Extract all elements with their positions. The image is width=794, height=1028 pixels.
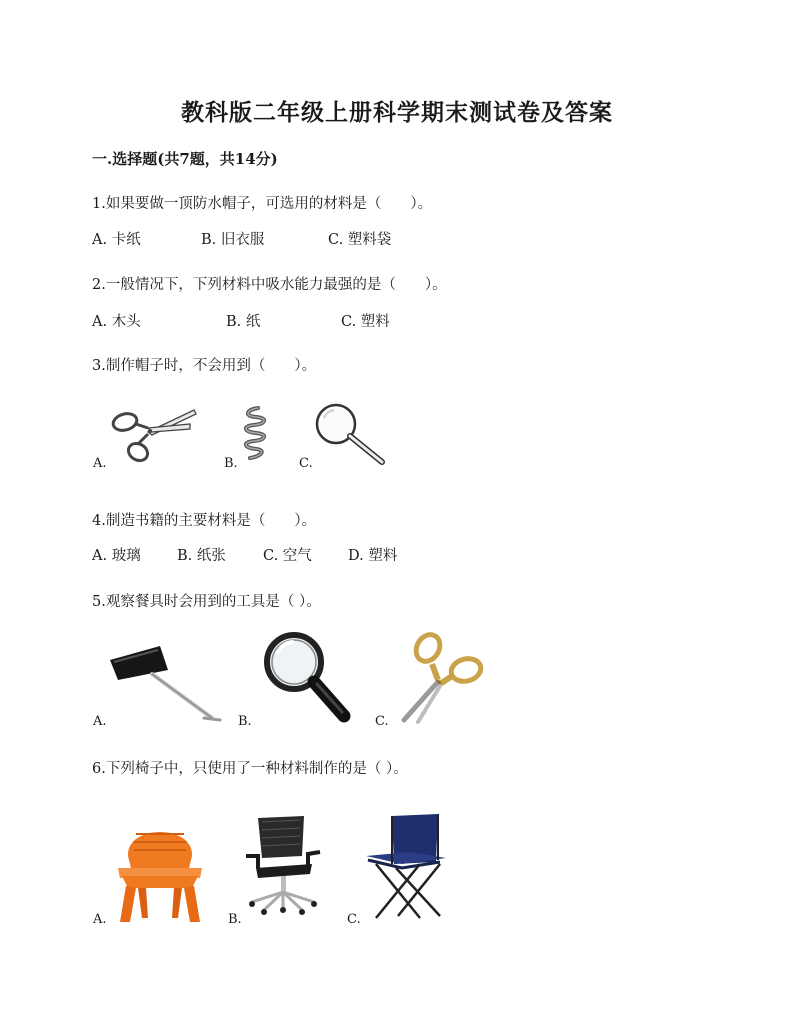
scissors-icon: [108, 402, 198, 464]
q5-label-c: C.: [375, 714, 389, 729]
q4-option-b: B. 纸张: [177, 548, 226, 564]
question-3: 3.制作帽子时，不会用到（ ）。: [92, 358, 317, 374]
q5-label-a: A.: [93, 714, 107, 729]
page-title: 教科版二年级上册科学期末测试卷及答案: [181, 99, 613, 126]
q3-label-b: B.: [224, 456, 238, 471]
q6-label-b: B.: [228, 912, 242, 927]
question-6: 6.下列椅子中，只使用了一种材料制作的是（ ）。: [92, 761, 408, 777]
question-1: 1.如果要做一顶防水帽子，可选用的材料是（ ）。: [92, 196, 433, 212]
q2-option-b: B. 纸: [226, 314, 261, 330]
q1-option-b: B. 旧衣服: [201, 232, 265, 248]
magnifier-icon: [262, 630, 352, 726]
q2-option-c: C. 塑料: [341, 314, 390, 330]
q1-option-c: C. 塑料袋: [328, 232, 392, 248]
q4-option-d: D. 塑料: [348, 548, 398, 564]
question-5: 5.观察餐具时会用到的工具是（ ）。: [92, 594, 321, 610]
spring-icon: [238, 404, 272, 462]
office-chair-icon: [244, 812, 322, 916]
q4-option-c: C. 空气: [263, 548, 312, 564]
hammer-icon: [104, 640, 224, 726]
question-4: 4.制造书籍的主要材料是（ ）。: [92, 513, 317, 529]
magnifier-icon: [314, 402, 386, 466]
q6-label-a: A.: [93, 912, 107, 927]
q6-label-c: C.: [347, 912, 361, 927]
question-2: 2.一般情况下，下列材料中吸水能力最强的是（ ）。: [92, 277, 447, 293]
q5-label-b: B.: [238, 714, 252, 729]
q3-label-c: C.: [299, 456, 313, 471]
plastic-chair-icon: [114, 812, 206, 924]
q1-option-a: A. 卡纸: [92, 232, 141, 248]
q4-option-a: A. 玻璃: [92, 548, 141, 564]
scissors-icon: [398, 628, 490, 724]
folding-chair-icon: [362, 812, 450, 920]
q3-label-a: A.: [93, 456, 107, 471]
q2-option-a: A. 木头: [92, 314, 141, 330]
section-heading: 一.选择题(共7题，共14分): [92, 150, 278, 168]
